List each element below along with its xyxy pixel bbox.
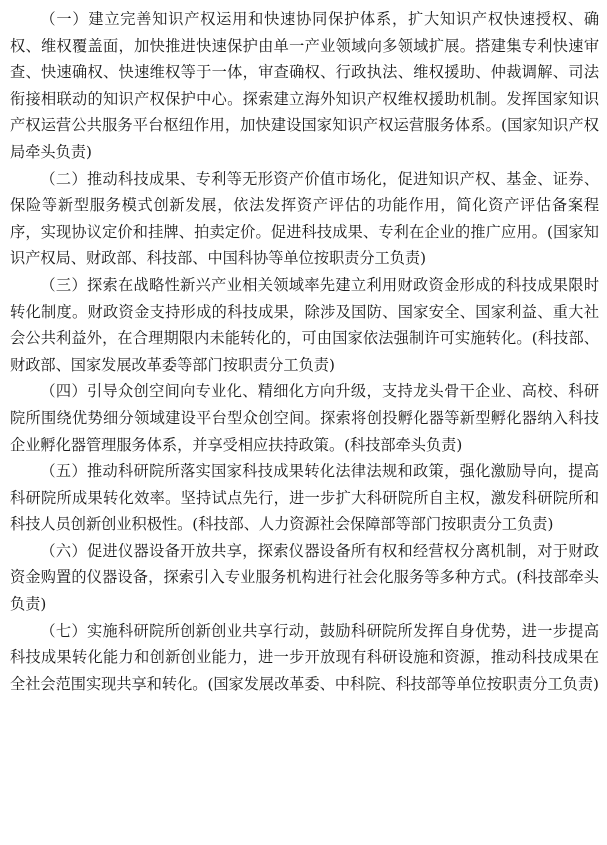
paragraph-3: （三）探索在战略性新兴产业相关领域率先建立利用财政资金形成的科技成果限时转化制度。财政资金支持形成的科技成果，除涉及国防、国家安全、国家利益、重大社会公共利益外，在合理期限内未能转化的，可由国家依法强制许可实施转化。(科技部、财政部、国家发展改革委等部门按职责分工负责)	[10, 275, 599, 374]
paragraph-4: （四）引导众创空间向专业化、精细化方向升级，支持龙头骨干企业、高校、科研院所围绕优势细分领域建设平台型众创空间。探索将创投孵化器等新型孵化器纳入科技企业孵化器管理服务体系，并享受相应扶持政策。(科技部牵头负责)	[10, 382, 599, 454]
document-body	[10, 6, 599, 697]
paragraph-6: （六）促进仪器设备开放共享，探索仪器设备所有权和经营权分离机制，对于财政资金购置的仪器设备，探索引入专业服务机构进行社会化服务等多种方式。(科技部牵头负责)	[10, 541, 599, 614]
paragraph-7: （七）实施科研院所创新创业共享行动，鼓励科研院所发挥自身优势，进一步提高科技成果转化能力和创新创业能力，进一步开放现有科研设施和资源，推动科技成果在全社会范围实现共享和转化。(国家发展改革委、中科院、科技部等单位按职责分工负责)	[10, 621, 599, 693]
paragraph-5: （五）推动科研院所落实国家科技成果转化法律法规和政策，强化激励导向，提高科研院所成果转化效率。坚持试点先行，进一步扩大科研院所自主权，激发科研院所和科技人员创新创业积极性。(科技部、人力资源社会保障部等部门按职责分工负责)	[10, 462, 599, 534]
paragraph-1: （一）建立完善知识产权运用和快速协同保护体系，扩大知识产权快速授权、确权、维权覆盖面，加快推进快速保护由单一产业领域向多领域扩展。搭建集专利快速审查、快速确权、快速维权等于一体，审查确权、行政执法、维权援助、仲裁调解、司法衔接相联动的知识产权保护中心。探索建立海外知识产权维权援助机制。发挥国家知识产权运营公共服务平台枢纽作用，加快建设国家知识产权运营服务体系。(国家知识产权局牵头负责)	[10, 10, 599, 161]
paragraph-2: （二）推动科技成果、专利等无形资产价值市场化，促进知识产权、基金、证券、保险等新型服务模式创新发展，依法发挥资产评估的功能作用，简化资产评估备案程序，实现协议定价和挂牌、拍卖定价。促进科技成果、专利在企业的推广应用。(国家知识产权局、财政部、科技部、中国科协等单位按职责分工负责)	[10, 169, 599, 268]
